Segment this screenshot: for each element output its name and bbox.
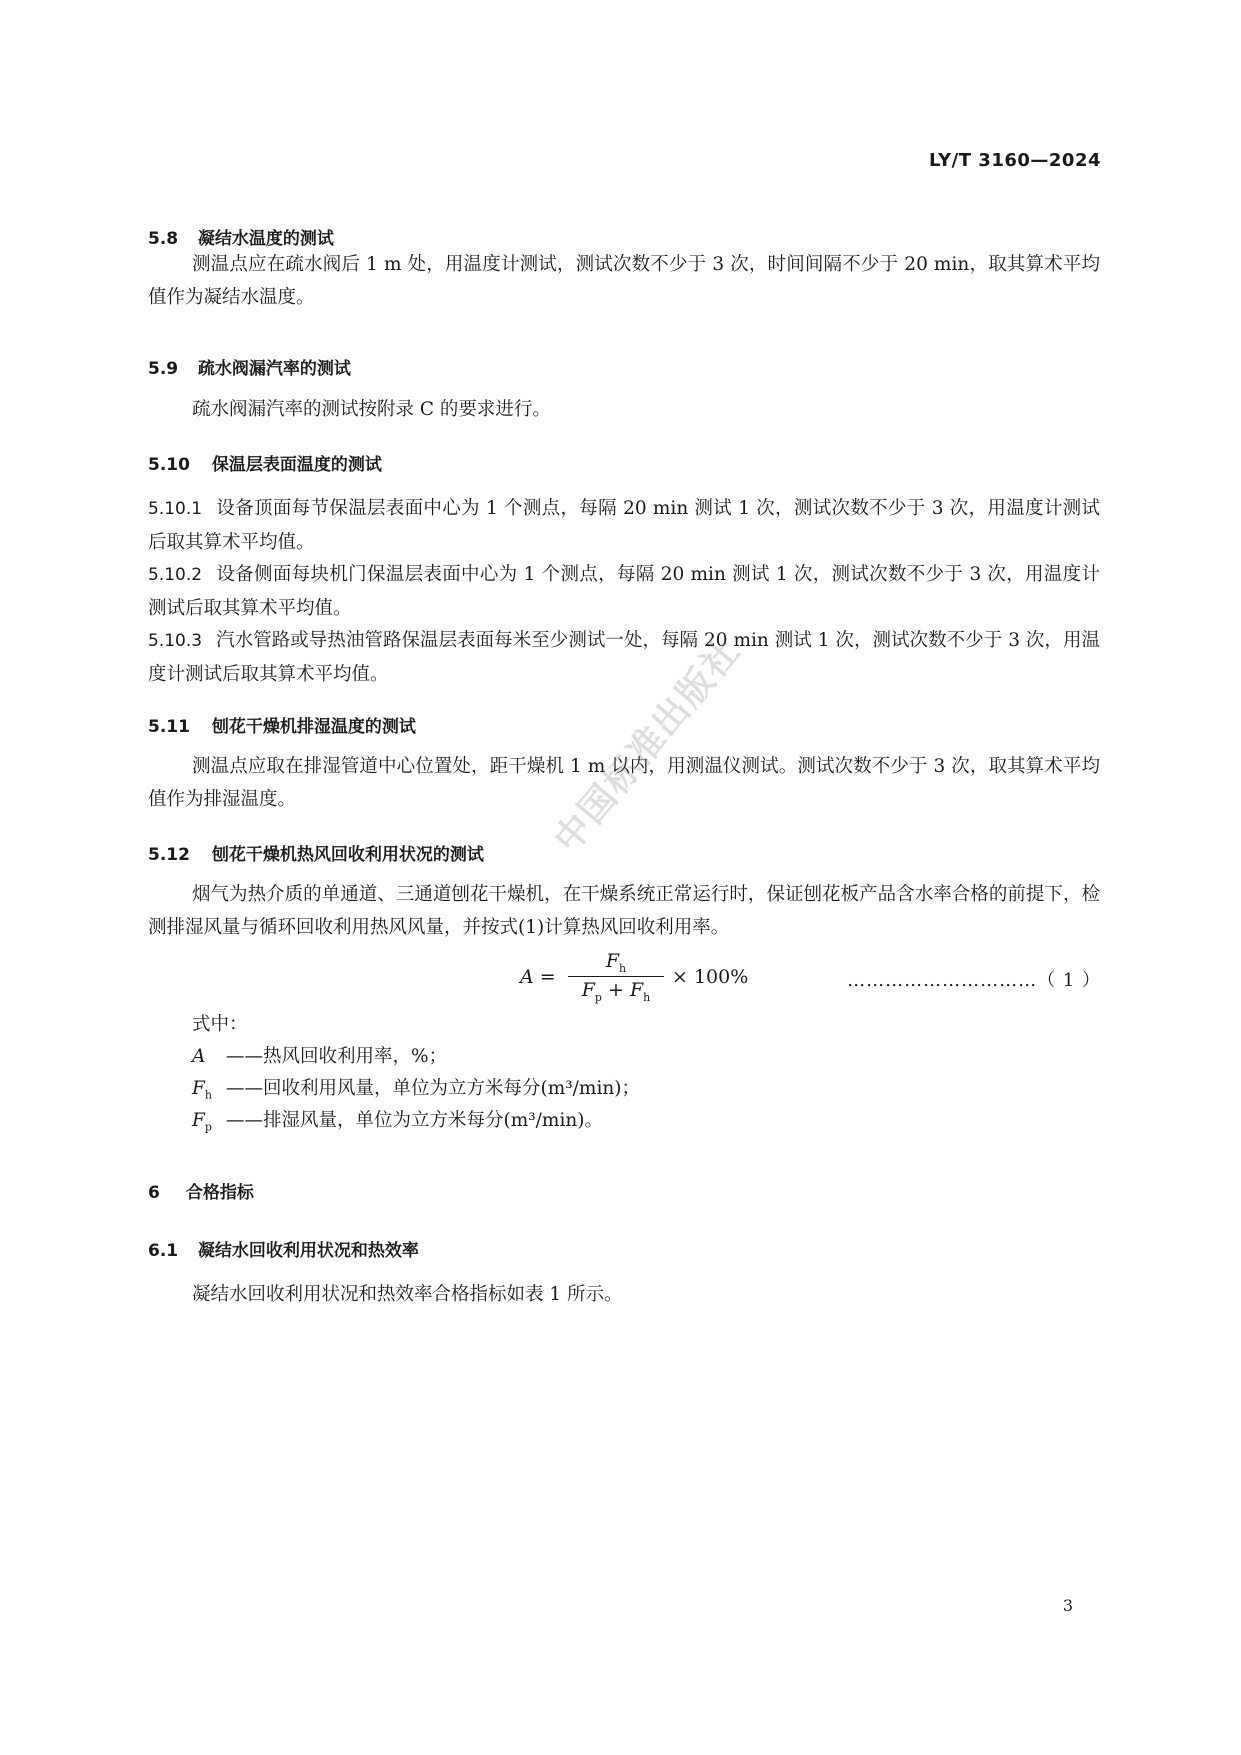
clause-number: 5.10.3 <box>148 631 203 651</box>
denominator-var-2: F <box>629 979 644 1001</box>
section-heading-5-10 <box>148 450 382 475</box>
section-number: 5.9 <box>148 359 179 379</box>
section-title: 保温层表面温度的测试 <box>211 455 382 475</box>
symbol-sub: p <box>204 1120 212 1134</box>
section-title: 疏水阀漏汽率的测试 <box>197 359 351 379</box>
section-number: 5.8 <box>148 229 179 249</box>
standard-code: LY/T 3160—2024 <box>928 150 1101 171</box>
page-number: 3 <box>1062 1596 1073 1615</box>
paragraph-6-1: 凝结水回收利用状况和热效率合格指标如表 1 所示。 <box>192 1284 623 1305</box>
section-number: 6.1 <box>148 1241 179 1261</box>
denominator-var-1: F <box>581 979 595 1001</box>
formula-denominator <box>568 977 664 1004</box>
section-heading-5-8 <box>148 224 334 249</box>
section-title: 凝结水温度的测试 <box>197 229 334 249</box>
section-heading-5-12 <box>148 840 484 865</box>
section-title: 刨花干燥机热风回收利用状况的测试 <box>211 845 484 865</box>
denominator-sub-2: h <box>643 990 651 1004</box>
definition-text: ——排湿风量，单位为立方米每分(m³/min)。 <box>226 1110 604 1131</box>
denominator-plus: + <box>601 979 630 1001</box>
section-title: 刨花干燥机排湿温度的测试 <box>211 717 416 737</box>
definition-symbol <box>192 1110 226 1134</box>
clause-5-10-3 <box>148 624 1100 691</box>
clause-text: 设备顶面每节保温层表面中心为 1 个测点，每隔 20 min 测试 1 次，测试次数不少于 3 次，用温度计测试后取其算术平均值。 <box>148 498 1100 553</box>
definition-a <box>192 1042 447 1068</box>
definition-symbol: A <box>192 1046 206 1067</box>
symbol-sub: h <box>204 1088 212 1102</box>
formula-lhs: A = <box>520 966 556 988</box>
symbol-var: F <box>192 1110 205 1131</box>
section-title: 凝结水回收利用状况和热效率 <box>197 1241 419 1261</box>
formula-numerator <box>568 950 664 976</box>
paragraph-5-11: 测温点应取在排湿管道中心位置处，距干燥机 1 m 以内，用测温仪测试。测试次数不少于 3 次，取其算术平均值作为排湿温度。 <box>148 756 1100 810</box>
section-heading-5-11 <box>148 712 416 737</box>
section-title: 合格指标 <box>185 1183 254 1203</box>
section-heading-5-9 <box>148 354 351 379</box>
numerator-sub: h <box>619 961 627 975</box>
numerator-var: F <box>605 950 620 972</box>
definition-fp <box>192 1106 603 1134</box>
clause-text: 设备侧面每块机门保温层表面中心为 1 个测点，每隔 20 min 测试 1 次，测试次数不少于 3 次，用温度计测试后取其算术平均值。 <box>148 564 1100 619</box>
symbol-var: F <box>192 1078 205 1099</box>
clause-5-10-2 <box>148 558 1100 625</box>
clause-5-10-1 <box>148 492 1100 559</box>
paragraph-5-8: 测温点应在疏水阀后 1 m 处，用温度计测试，测试次数不少于 3 次，时间间隔不少于 20 min，取其算术平均值作为凝结水温度。 <box>148 254 1100 308</box>
definition-text: ——热风回收利用率，%； <box>226 1046 448 1067</box>
formula-rhs: × 100% <box>672 966 749 988</box>
paragraph-5-12: 烟气为热介质的单通道、三通道刨花干燥机，在干燥系统正常运行时，保证刨花板产品含水率合格的前提下，检测排湿风量与循环回收利用热风风量，并按式(1)计算热风回收利用率。 <box>148 884 1100 938</box>
equation-number: …………………………（ 1 ） <box>847 970 1101 991</box>
clause-number: 5.10.1 <box>148 499 203 519</box>
where-label: 式中： <box>192 1014 248 1035</box>
definition-fh <box>192 1074 640 1102</box>
formula-fraction <box>568 950 664 1004</box>
section-number: 6 <box>148 1183 160 1203</box>
section-heading-6 <box>148 1178 254 1203</box>
section-heading-6-1 <box>148 1236 419 1261</box>
section-number: 5.12 <box>148 845 190 865</box>
definition-symbol <box>192 1078 226 1102</box>
denominator-sub-1: p <box>594 990 602 1004</box>
watermark: 中国标准出版社 <box>546 630 749 861</box>
definition-text: ——回收利用风量，单位为立方米每分(m³/min)； <box>226 1078 641 1099</box>
clause-text: 汽水管路或导热油管路保温层表面每米至少测试一处，每隔 20 min 测试 1 次，测试次数不少于 3 次，用温度计测试后取其算术平均值。 <box>148 630 1100 685</box>
section-number: 5.10 <box>148 455 190 475</box>
clause-number: 5.10.2 <box>148 565 203 585</box>
section-number: 5.11 <box>148 717 190 737</box>
paragraph-5-9: 疏水阀漏汽率的测试按附录 C 的要求进行。 <box>192 399 551 420</box>
